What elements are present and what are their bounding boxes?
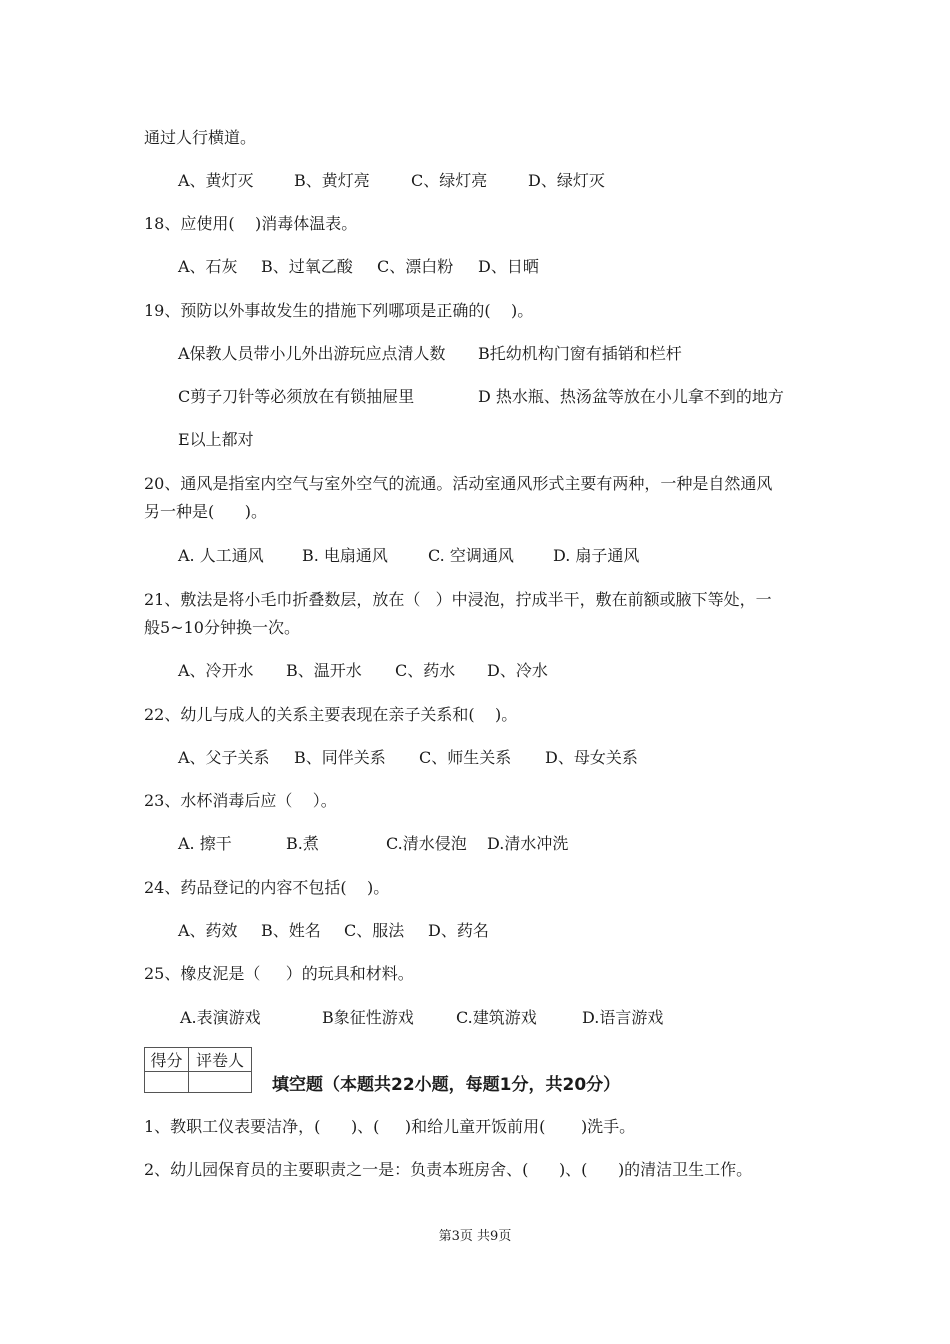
q17-option-d: D、绿灯灭 (528, 171, 605, 190)
q21-option-d: D、冷水 (487, 661, 548, 680)
q24-stem: 24、药品登记的内容不包括( )。 (144, 878, 390, 897)
q25-option-d: D.语言游戏 (582, 1008, 664, 1027)
q17-option-c: C、绿灯亮 (411, 171, 488, 190)
q23-option-a: A. 擦干 (178, 834, 232, 853)
q23-option-d: D.清水冲洗 (487, 834, 569, 853)
q20-option-c: C. 空调通风 (428, 546, 514, 565)
q21-option-c: C、药水 (395, 661, 456, 680)
q22-stem: 22、幼儿与成人的关系主要表现在亲子关系和( )。 (144, 705, 518, 724)
q21-stem-line2: 般5~10分钟换一次。 (144, 618, 300, 637)
q21-stem-line1: 21、敷法是将小毛巾折叠数层，放在（ ）中浸泡，拧成半干，敷在前额或腋下等处，一 (144, 590, 772, 609)
q21-option-a: A、冷开水 (178, 661, 254, 680)
q22-option-c: C、师生关系 (419, 748, 512, 767)
q25-option-c: C.建筑游戏 (456, 1008, 537, 1027)
q24-option-a: A、药效 (178, 921, 238, 940)
q22-option-a: A、父子关系 (178, 748, 270, 767)
q22-option-d: D、母女关系 (545, 748, 638, 767)
score-box-label-score: 得分 (145, 1048, 189, 1072)
q20-stem-line2: 另一种是( )。 (144, 502, 268, 521)
q18-option-b: B、过氧乙酸 (261, 257, 353, 276)
page-footer: 第3页 共9页 (438, 1229, 512, 1244)
q19-option-e: E以上都对 (178, 430, 254, 449)
q19-stem: 19、预防以外事故发生的措施下列哪项是正确的( )。 (144, 301, 534, 320)
fill-q1: 1、教职工仪表要洁净，( )、( )和给儿童开饭前用( )洗手。 (144, 1117, 636, 1136)
q20-stem-line1: 20、通风是指室内空气与室外空气的流通。活动室通风形式主要有两种，一种是自然通风 (144, 474, 773, 493)
q19-option-c: C剪子刀针等必须放在有锁抽屉里 (178, 387, 415, 406)
q22-option-b: B、同伴关系 (294, 748, 386, 767)
q19-option-d: D 热水瓶、热汤盆等放在小儿拿不到的地方 (478, 387, 784, 406)
q23-option-c: C.清水侵泡 (386, 834, 467, 853)
q18-stem: 18、应使用( )消毒体温表。 (144, 214, 358, 233)
q24-option-d: D、药名 (428, 921, 489, 940)
score-box-grader-cell (188, 1072, 251, 1093)
q17-option-a: A、黄灯灭 (178, 171, 254, 190)
q25-option-a: A.表演游戏 (180, 1008, 261, 1027)
q24-option-b: B、姓名 (261, 921, 321, 940)
score-box-score-cell (145, 1072, 189, 1093)
q23-option-b: B.煮 (286, 834, 319, 853)
q25-stem: 25、橡皮泥是（ ）的玩具和材料。 (144, 964, 414, 983)
score-box-label-grader: 评卷人 (188, 1048, 251, 1072)
q20-option-d: D. 扇子通风 (553, 546, 640, 565)
q23-stem: 23、水杯消毒后应（ ）。 (144, 791, 337, 810)
q20-option-a: A. 人工通风 (178, 546, 264, 565)
q18-option-d: D、日晒 (478, 257, 539, 276)
q17-continuation: 通过人行横道。 (144, 128, 257, 147)
score-box (144, 1047, 252, 1093)
section-title-fill-in: 填空题（本题共22小题，每题1分，共20分） (272, 1075, 621, 1095)
q17-option-b: B、黄灯亮 (294, 171, 370, 190)
q19-option-a: A保教人员带小儿外出游玩应点清人数 (178, 344, 446, 363)
q24-option-c: C、服法 (344, 921, 405, 940)
q21-option-b: B、温开水 (286, 661, 362, 680)
fill-q2: 2、幼儿园保育员的主要职责之一是：负责本班房舍、( )、( )的清洁卫生工作。 (144, 1160, 753, 1179)
q18-option-a: A、石灰 (178, 257, 238, 276)
q19-option-b: B托幼机构门窗有插销和栏杆 (478, 344, 682, 363)
q18-option-c: C、漂白粉 (377, 257, 454, 276)
q20-option-b: B. 电扇通风 (302, 546, 388, 565)
q25-option-b: B象征性游戏 (322, 1008, 414, 1027)
